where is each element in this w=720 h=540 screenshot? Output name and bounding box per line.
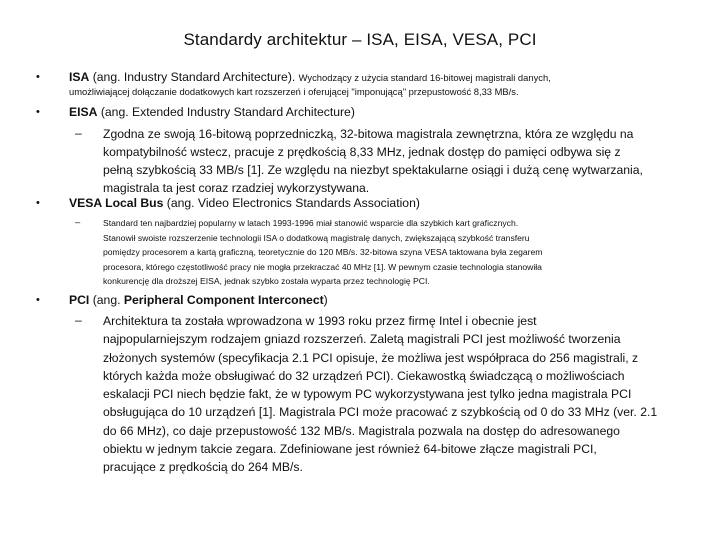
bullet-icon: •: [36, 294, 40, 306]
text-line: obiektu w jednym takcie zegara. Zdefiniowane jest również 64-bitowe złącze magistrali PCI,: [103, 442, 597, 457]
dash-icon: –: [75, 216, 81, 227]
text-line: złożonych systemów (specyfikacja 2.1 PCI opisuje, że możliwa jest współpraca do 256 magistrali, z: [103, 350, 639, 365]
pci-heading: [69, 292, 709, 309]
vesa-heading: [69, 195, 709, 212]
text-line: Standard ten najbardziej popularny w latach 1993-1996 miał stanowić wsparcie dla szybkich kart graficznych.: [103, 218, 519, 228]
bullet-icon: •: [36, 106, 40, 118]
dash-icon: –: [75, 313, 82, 327]
text-line: kompatybilność wstecz, pracuje z prędkością 8,33 MHz, jednak dostęp do pamięci odbywa się z: [103, 145, 621, 159]
text-line: magistrala ta jest coraz rzadziej wykorzystywana.: [103, 181, 370, 195]
eisa-lead: (ang. Extended Industry Standard Architecture): [97, 105, 355, 119]
text-line: obsługująca do 10 urządzeń [1]. Magistrala PCI może pracować z szybkością od 0 do 33 MHz (ver. 2.1: [103, 405, 658, 420]
bullet-icon: •: [36, 71, 40, 83]
text-line: konkurencję dla droższej EISA, jednak szybko została wyparta przez technologię PCI.: [103, 276, 430, 286]
bullet-icon: •: [36, 197, 40, 209]
isa-desc-line1: Wychodzący z użycia standard 16-bitowej magistrali danych,: [298, 72, 551, 83]
pci-lead-end: ): [323, 293, 328, 307]
pci-term: PCI: [69, 293, 90, 307]
text-line: pracujące z prędkością do 264 MB/s.: [103, 460, 303, 475]
vesa-description: [103, 216, 703, 289]
pci-description: [103, 312, 703, 477]
isa-desc-line2: umożliwiającej dołączanie dodatkowych kart rozszerzeń i oferującej "imponującą" przepustowość 8,33 MB/s.: [69, 86, 519, 97]
text-line: najpopularniejszym rodzajem gniazd rozszerzeń. Zaletą magistrali PCI jest możliwość tworzenia: [103, 332, 621, 347]
eisa-term: EISA: [69, 105, 98, 119]
isa-text: [69, 68, 709, 98]
text-line: procesora, którego częstotliwość pracy nie mogła przekraczać 40 MHz [1]. W pewnym czasie technologia stanowiła: [103, 261, 542, 272]
text-line: Stanowił swoiste rozszerzenie technologii ISA o dodatkową magistralę danych, zwiększającą szybkość transferu: [103, 232, 530, 243]
text-line: Architektura ta została wprowadzona w 1993 roku przez firmę Intel i obecnie jest: [103, 314, 537, 328]
vesa-lead: (ang. Video Electronics Standards Association): [163, 196, 420, 210]
text-line: pełną szybkością 33 MB/s [1]. Ze względu na niezbyt spektakularne osiągi i dużą cenę wytwarzania,: [103, 163, 643, 177]
text-line: eskalacji PCI niech będzie fakt, że w typowym PC wykorzystywana jest tylko jedna magistrala PCI: [103, 387, 632, 402]
eisa-heading: [69, 104, 709, 121]
isa-term: ISA: [69, 70, 90, 84]
pci-fullname: Peripheral Component Interconect: [123, 293, 324, 307]
text-line: pomiędzy procesorem a kartą graficzną, teoretycznie do 120 MB/s. 32-bitowa szyna VESA taktowana była zegarem: [103, 247, 543, 257]
dash-icon: –: [75, 126, 82, 140]
text-line: których każda może obsługiwać do 32 urządzeń PCI). Ciekawostką świadczącą o możliwościach: [103, 368, 625, 383]
text-line: do 66 MHz), co daje przepustowość 132 MB/s. Magistrala pozwala na dostęp do adresowanego: [103, 423, 620, 438]
eisa-description: [103, 125, 703, 197]
text-line: Zgodna ze swoją 16-bitową poprzedniczką, 32-bitowa magistrala zewnętrzna, która ze względu na: [103, 127, 634, 141]
isa-lead: (ang. Industry Standard Architecture).: [89, 70, 299, 84]
slide-title: Standardy architektur – ISA, EISA, VESA, PCI: [183, 30, 537, 49]
vesa-term: VESA Local Bus: [69, 196, 164, 210]
pci-lead: (ang.: [89, 293, 124, 307]
